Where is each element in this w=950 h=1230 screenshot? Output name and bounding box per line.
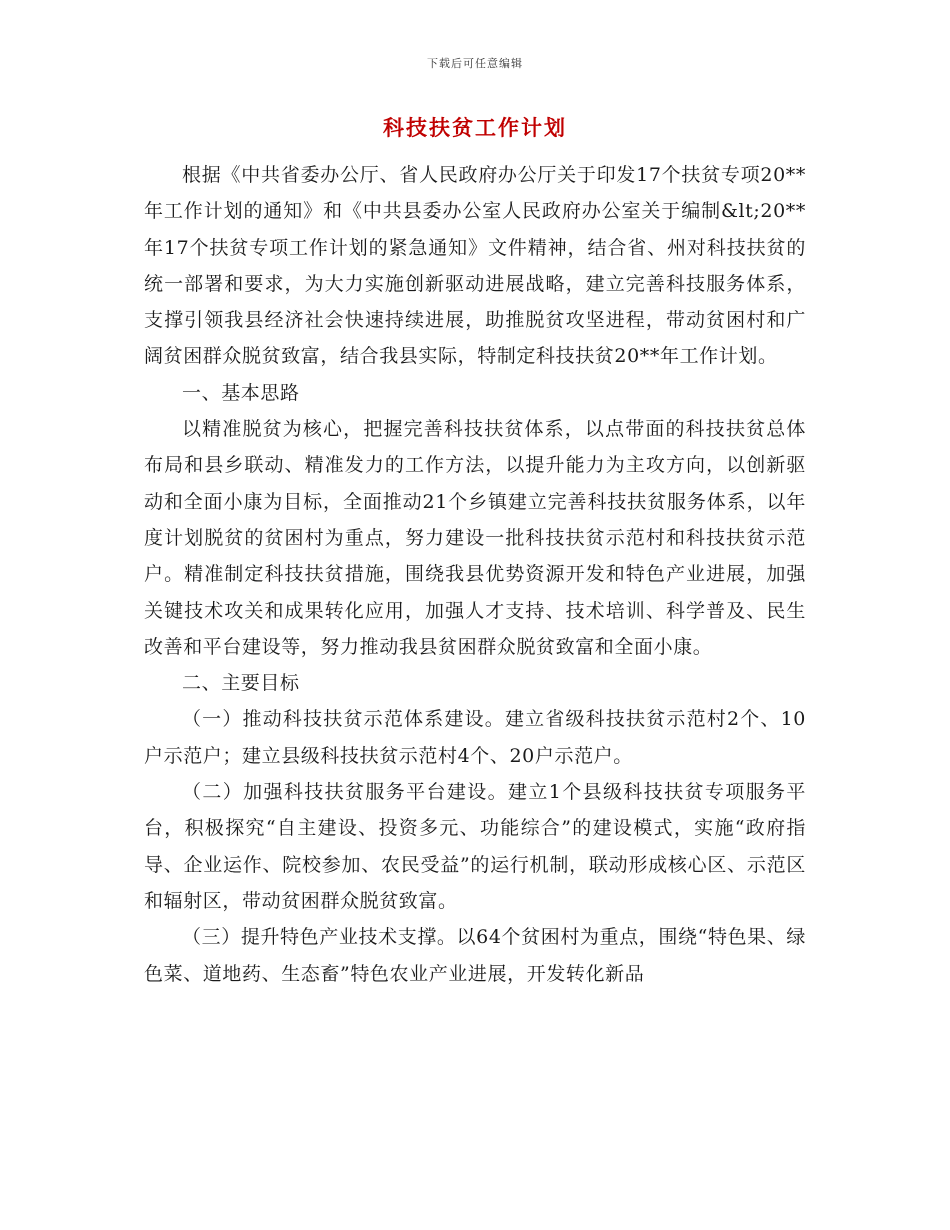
goal-item-1: （一）推动科技扶贫示范体系建设。建立省级科技扶贫示范村2个、10户示范户；建立县级科技扶贫示范村4个、20户示范户。 xyxy=(144,708,806,767)
goal-item-2: （二）加强科技扶贫服务平台建设。建立1个县级科技扶贫专项服务平台，积极探究“自主建设、投资多元、功能综合”的建设模式，实施“政府指导、企业运作、院校参加、农民受益”的运行机制，联动形成核心区、示范区和辐射区，带动贫困群众脱贫致富。 xyxy=(144,781,806,912)
intro-paragraph: 根据《中共省委办公厅、省人民政府办公厅关于印发17个扶贫专项20**年工作计划的通知》和《中共县委办公室人民政府办公室关于编制&lt;20**年17个扶贫专项工作计划的紧急通知》文件精神，结合省、州对科技扶贫的统一部署和要求，为大力实施创新驱动进展战略，建立完善科技服务体系，支撑引领我县经济社会快速持续进展，助推脱贫攻坚进程，带动贫困村和广阔贫困群众脱贫致富，结合我县实际，特制定科技扶贫20**年工作计划。 xyxy=(144,164,806,368)
header-note: 下载后可任意编辑 xyxy=(427,57,523,70)
document-title: 科技扶贫工作计划 xyxy=(383,115,567,140)
goal-item-3: （三）提升特色产业技术支撑。以64个贫困村为重点，围绕“特色果、绿色菜、道地药、生态畜”特色农业产业进展，开发转化新品 xyxy=(144,926,806,985)
section-heading-main-goals: 二、主要目标 xyxy=(182,672,300,695)
section-heading-basic-approach: 一、基本思路 xyxy=(182,381,300,404)
document-body xyxy=(144,157,806,992)
basic-approach-paragraph: 以精准脱贫为核心，把握完善科技扶贫体系，以点带面的科技扶贫总体布局和县乡联动、精准发力的工作方法，以提升能力为主攻方向，以创新驱动和全面小康为目标，全面推动21个乡镇建立完善科技扶贫服务体系，以年度计划脱贫的贫困村为重点，努力建设一批科技扶贫示范村和科技扶贫示范户。精准制定科技扶贫措施，围绕我县优势资源开发和特色产业进展，加强关键技术攻关和成果转化应用，加强人才支持、技术培训、科学普及、民生改善和平台建设等，努力推动我县贫困群众脱贫致富和全面小康。 xyxy=(144,418,806,658)
